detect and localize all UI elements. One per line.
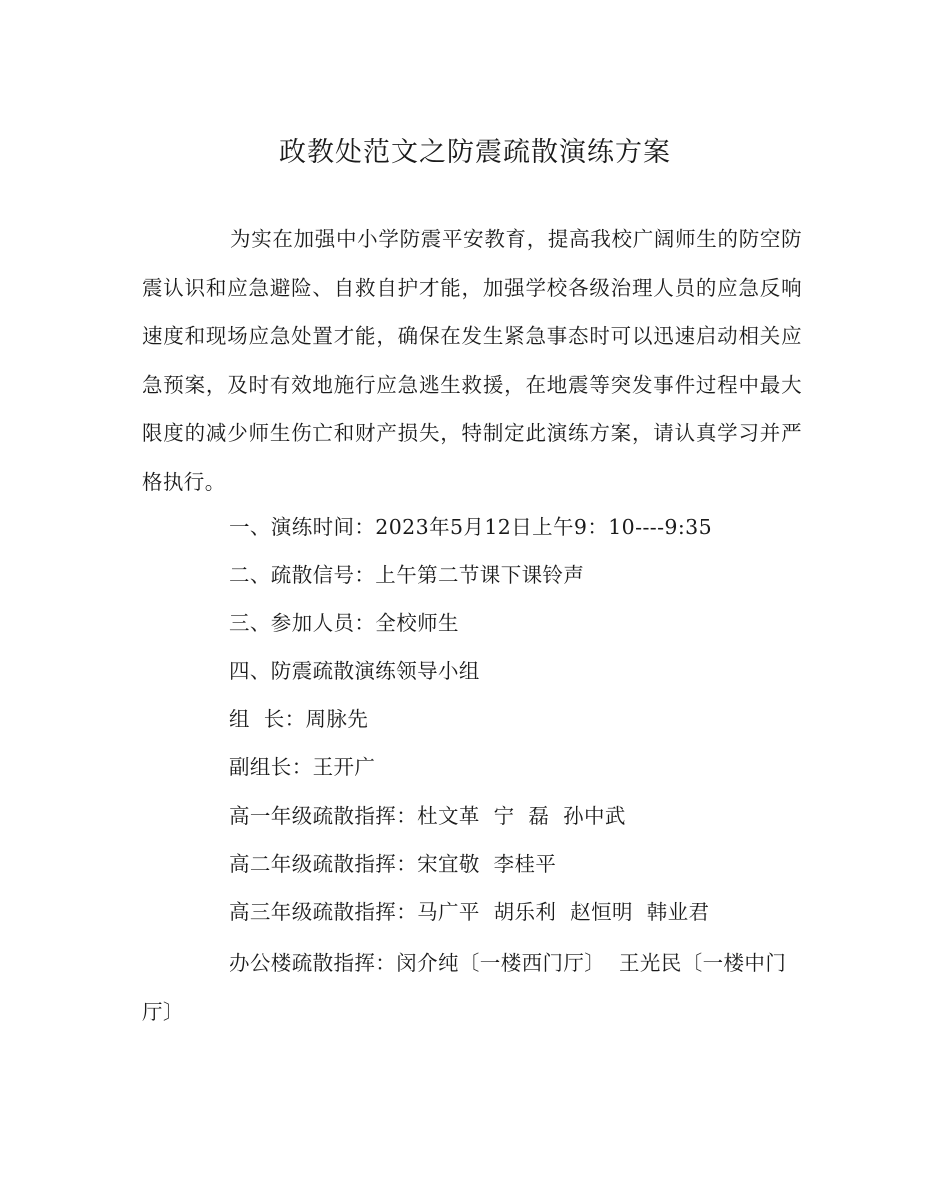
list-item-grade1-commanders: 高一年级疏散指挥：杜文革 宁 磊 孙中武	[229, 804, 626, 828]
list-item-office-commanders: 办公楼疏散指挥：闵介纯〔一楼西门厅〕 王光民〔一楼中门厅〕	[142, 951, 787, 1024]
list-item-deputy-leader: 副组长：王开广	[229, 755, 376, 779]
list-item-drill-time: 一、演练时间：2023年5月12日上午9：10----9:35	[229, 515, 713, 539]
list-item-group-leader: 组 长：周脉先	[229, 707, 369, 731]
list-item-leadership-group: 四、防震疏散演练领导小组	[229, 659, 480, 683]
intro-paragraph: 为实在加强中小学防震平安教育，提高我校广阔师生的防空防震认识和应急避险、自救自护才能，加强学校各级治理人员的应急反响速度和现场应急处置才能，确保在发生紧急事态时可以迅速启动相关应急预案，及时有效地施行应急逃生救援，在地震等突发事件过程中最大限度的减少师生伤亡和财产损失，特制定此演练方案，请认真学习并严格执行。	[142, 227, 802, 494]
list-item-grade3-commanders: 高三年级疏散指挥：马广平 胡乐利 赵恒明 韩业君	[229, 900, 710, 924]
document-title: 政教处范文之防震疏散演练方案	[279, 137, 671, 168]
list-item-grade2-commanders: 高二年级疏散指挥：宋宜敬 李桂平	[229, 852, 557, 876]
list-item-evacuation-signal: 二、疏散信号：上午第二节课下课铃声	[229, 563, 585, 587]
list-item-participants: 三、参加人员：全校师生	[229, 611, 459, 635]
